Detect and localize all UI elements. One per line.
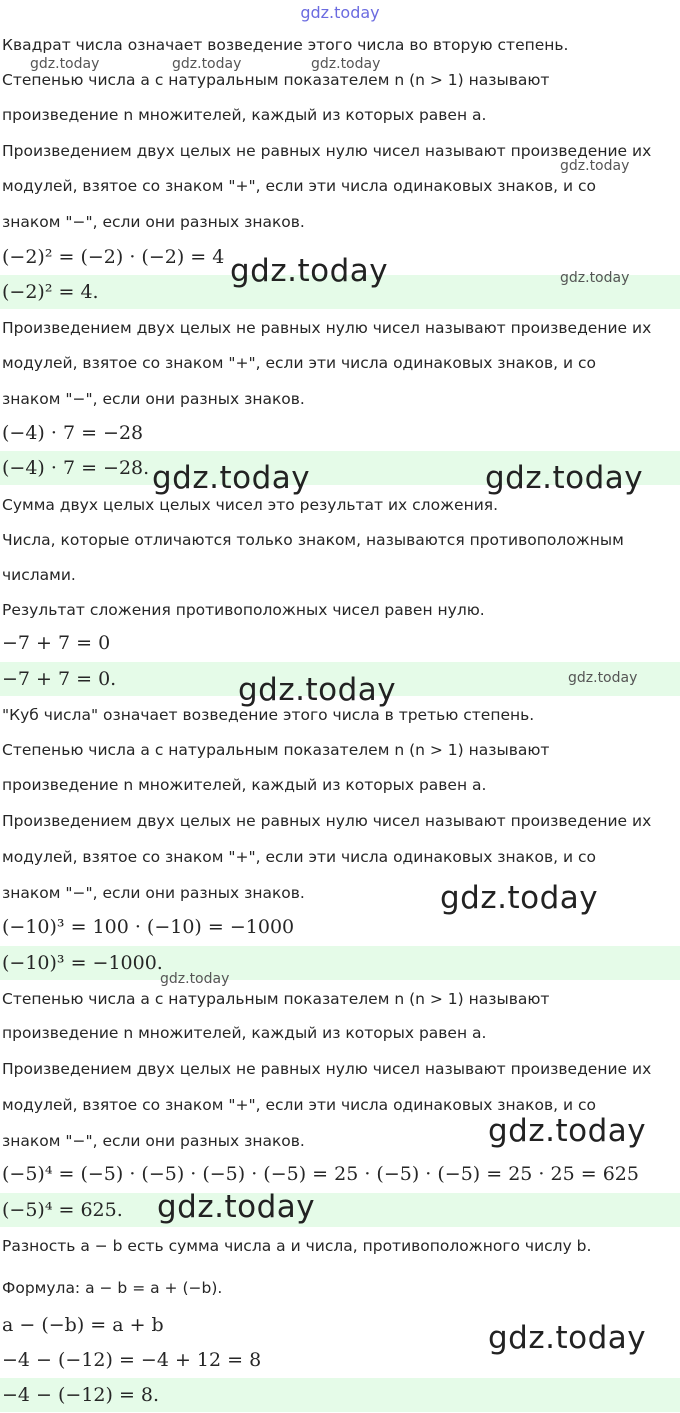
watermark: gdz.today: [152, 460, 311, 496]
text-line: произведение n множителей, каждый из которых равен a.: [2, 106, 487, 124]
math-line: −4 − (−12) = −4 + 12 = 8: [2, 1349, 262, 1371]
text-line: модулей, взятое со знаком "+", если эти числа одинаковых знаков, и со: [2, 177, 597, 195]
watermark: gdz.today: [440, 880, 599, 916]
text-line: Произведением двух целых не равных нулю чисел называют произведение их: [2, 812, 652, 830]
text-line: Произведением двух целых не равных нулю чисел называют произведение их: [2, 1060, 652, 1078]
text-line: Сумма двух целых целых чисел это результат их сложения.: [2, 496, 499, 514]
text-line: знаком "−", если они разных знаков.: [2, 213, 305, 231]
watermark: gdz.today: [560, 270, 630, 286]
watermark: gdz.today: [488, 1320, 647, 1356]
answer-text: −7 + 7 = 0.: [2, 668, 117, 690]
text-line: Произведением двух целых не равных нулю чисел называют произведение их: [2, 319, 652, 337]
text-line: Числа, которые отличаются только знаком, называются противоположным: [2, 531, 624, 549]
text-line: Формула: a − b = a + (−b).: [2, 1279, 223, 1297]
answer-text: (−4) · 7 = −28.: [2, 457, 150, 479]
math-line: −7 + 7 = 0: [2, 632, 111, 654]
answer-highlight: [0, 1378, 680, 1412]
text-line: Степенью числа a с натуральным показателем n (n > 1) называют: [2, 71, 550, 89]
text-line: "Куб числа" означает возведение этого числа в третью степень.: [2, 706, 535, 724]
watermark: gdz.today: [238, 672, 397, 708]
text-line: числами.: [2, 566, 76, 584]
watermark: gdz.today: [560, 158, 630, 174]
answer-text: (−5)⁴ = 625.: [2, 1199, 123, 1221]
math-line: (−5)⁴ = (−5) · (−5) · (−5) · (−5) = 25 · (−5) · (−5) = 25 · 25 = 625: [2, 1163, 639, 1185]
answer-highlight: [0, 946, 680, 980]
math-line: (−2)² = (−2) · (−2) = 4: [2, 246, 225, 268]
answer-text: (−2)² = 4.: [2, 281, 99, 303]
math-line: a − (−b) = a + b: [2, 1314, 164, 1336]
text-line: Произведением двух целых не равных нулю чисел называют произведение их: [2, 142, 652, 160]
watermark: gdz.today: [230, 253, 389, 289]
text-line: Квадрат числа означает возведение этого числа во вторую степень.: [2, 36, 569, 54]
math-line: (−10)³ = 100 · (−10) = −1000: [2, 916, 295, 938]
text-line: знаком "−", если они разных знаков.: [2, 390, 305, 408]
text-line: Степенью числа a с натуральным показателем n (n > 1) называют: [2, 990, 550, 1008]
watermark: gdz.today: [157, 1189, 316, 1225]
watermark: gdz.today: [568, 670, 638, 686]
watermark: gdz.today: [311, 56, 381, 72]
watermark: gdz.today: [488, 1113, 647, 1149]
watermark: gdz.today: [172, 56, 242, 72]
answer-highlight: [0, 1193, 680, 1227]
math-line: (−4) · 7 = −28: [2, 422, 144, 444]
watermark: gdz.today: [485, 460, 644, 496]
text-line: Разность a − b есть сумма числа a и числа, противоположного числу b.: [2, 1237, 592, 1255]
text-line: знаком "−", если они разных знаков.: [2, 1132, 305, 1150]
text-line: Результат сложения противоположных чисел равен нулю.: [2, 601, 485, 619]
watermark: gdz.today: [30, 56, 100, 72]
text-line: произведение n множителей, каждый из которых равен a.: [2, 1024, 487, 1042]
answer-text: (−10)³ = −1000.: [2, 952, 163, 974]
text-line: произведение n множителей, каждый из которых равен a.: [2, 776, 487, 794]
text-line: модулей, взятое со знаком "+", если эти числа одинаковых знаков, и со: [2, 1096, 597, 1114]
text-line: Степенью числа a с натуральным показателем n (n > 1) называют: [2, 741, 550, 759]
text-line: модулей, взятое со знаком "+", если эти числа одинаковых знаков, и со: [2, 354, 597, 372]
answer-text: −4 − (−12) = 8.: [2, 1384, 160, 1406]
header-watermark: gdz.today: [300, 3, 380, 22]
watermark: gdz.today: [160, 971, 230, 987]
text-line: знаком "−", если они разных знаков.: [2, 884, 305, 902]
text-line: модулей, взятое со знаком "+", если эти числа одинаковых знаков, и со: [2, 848, 597, 866]
